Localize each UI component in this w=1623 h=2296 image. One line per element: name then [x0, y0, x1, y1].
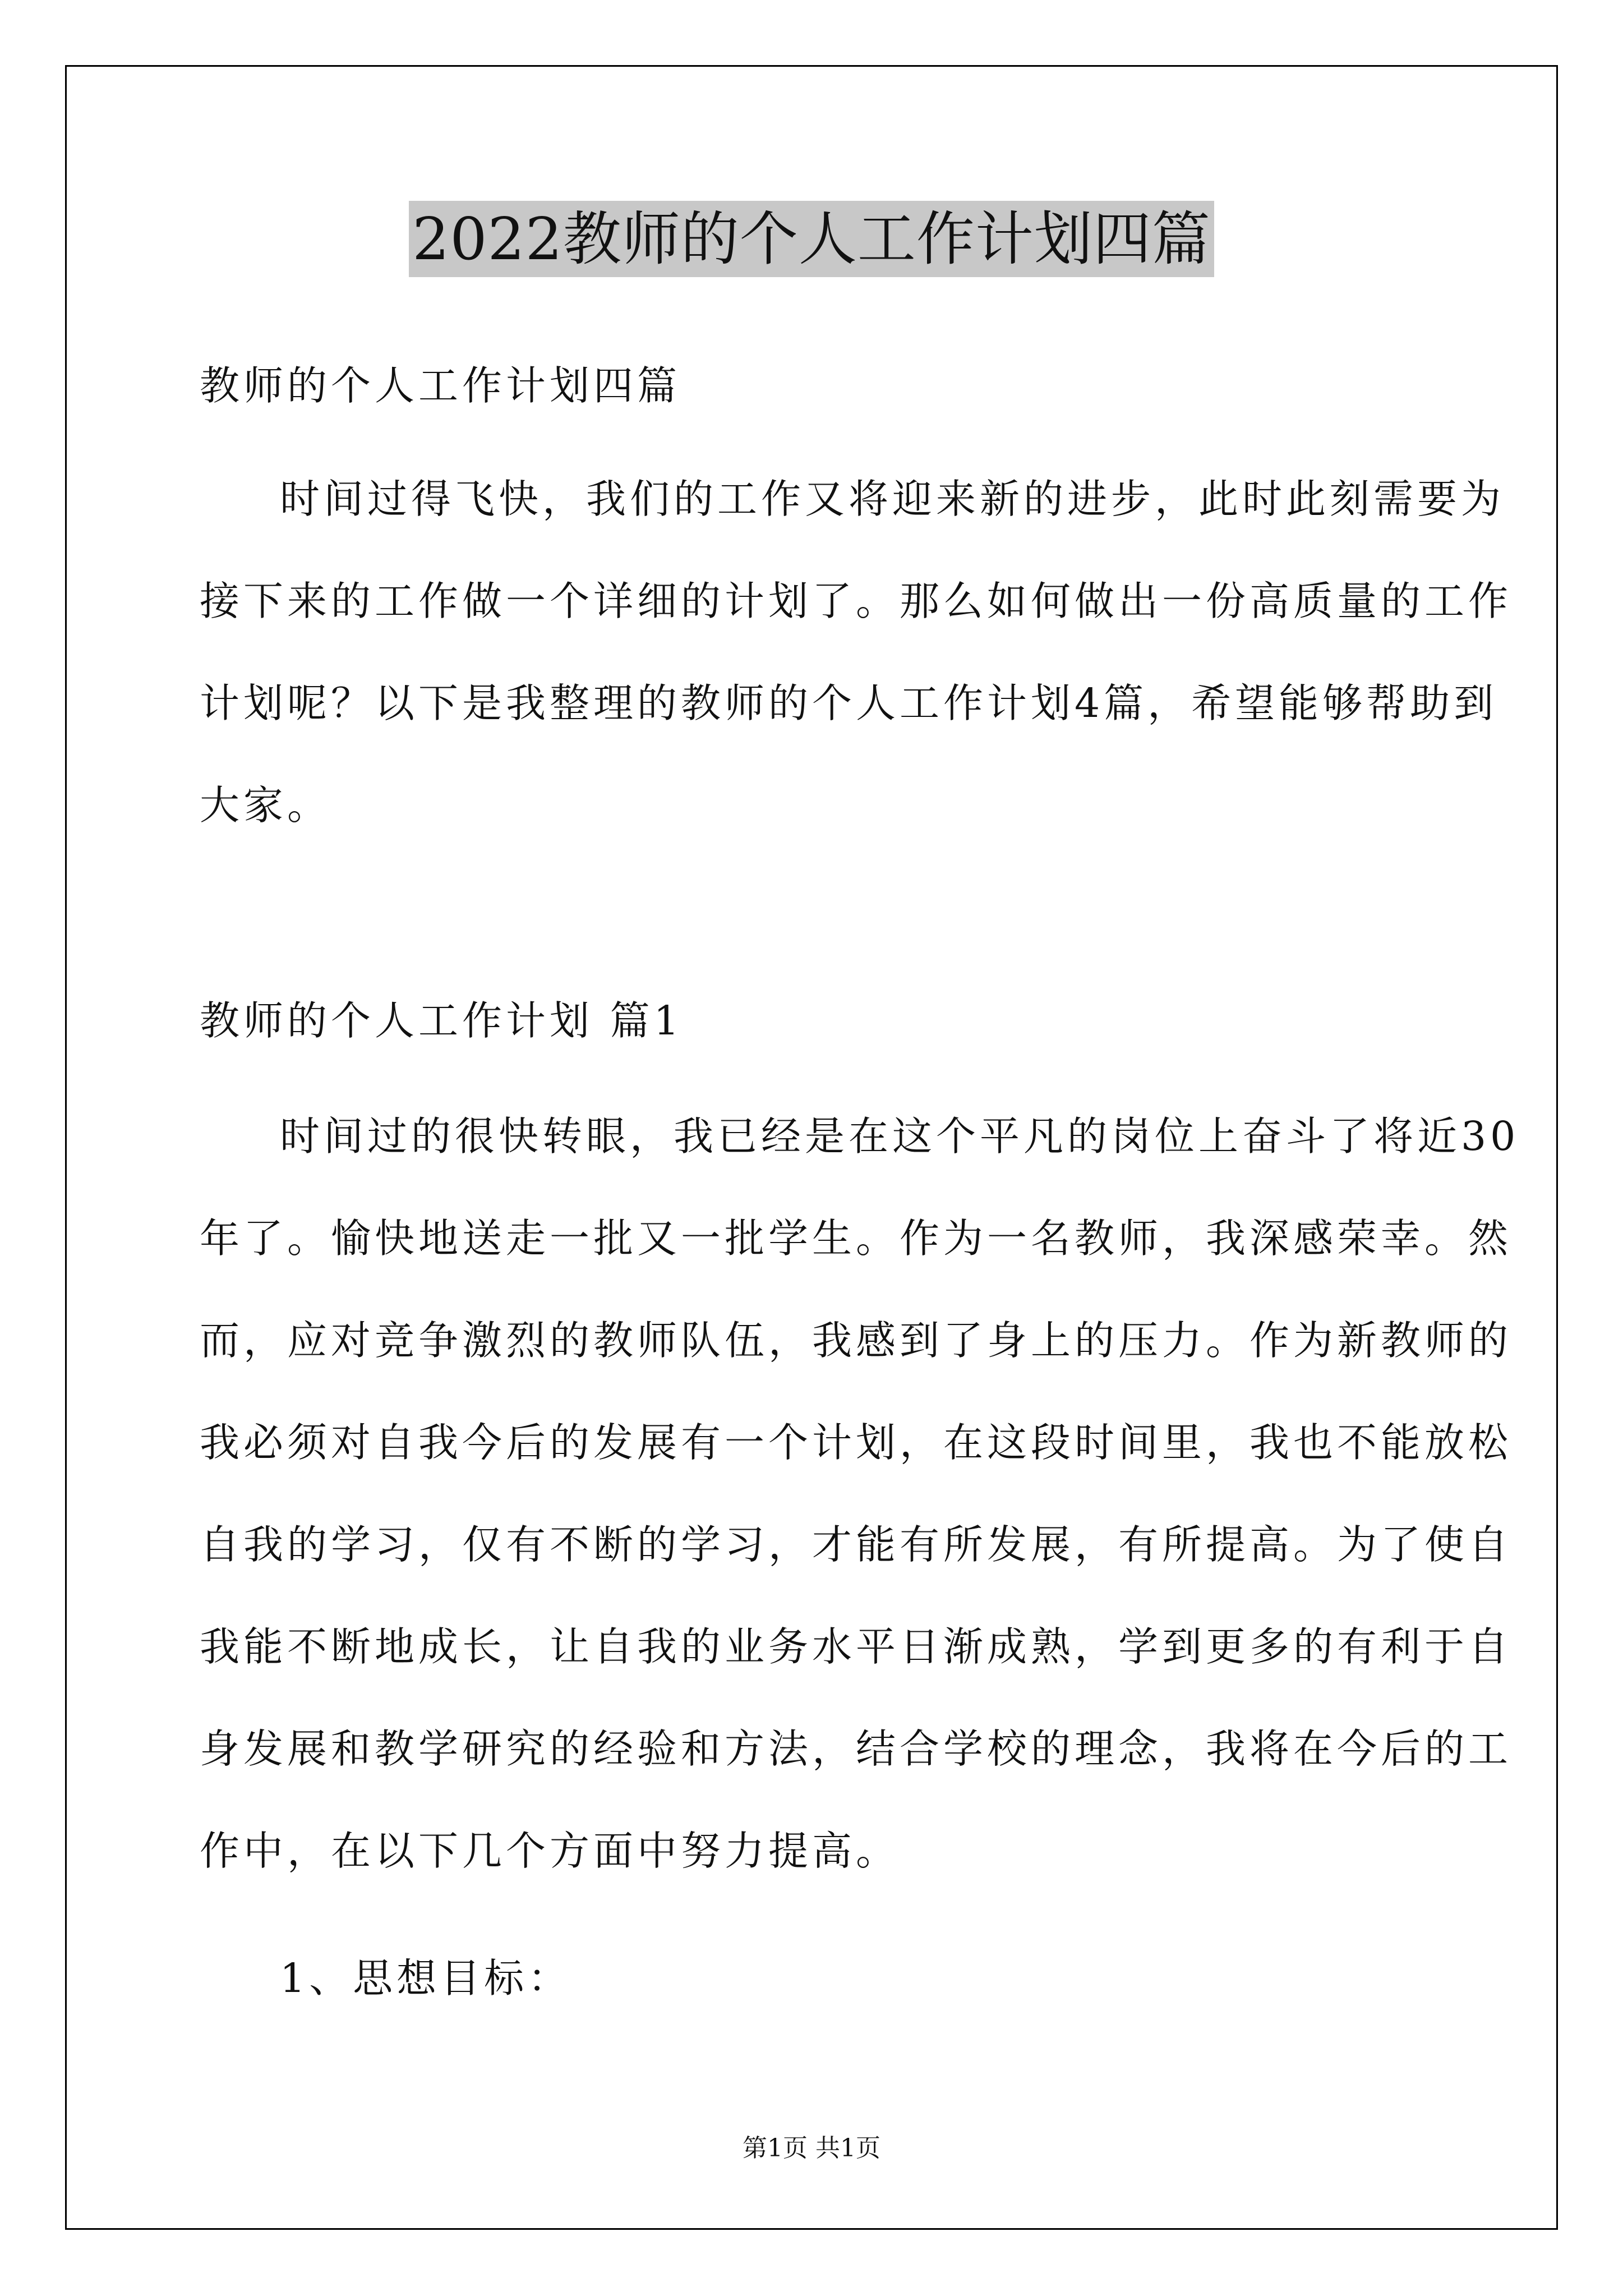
section-line: 身发展和教学研究的经验和方法，结合学校的理念，我将在今后的工 — [200, 1726, 1513, 1772]
section-line: 时间过的很快转眼，我已经是在这个平凡的岗位上奋斗了将近30 — [280, 1113, 1520, 1159]
item-paragraph — [200, 1927, 1433, 2030]
document-subtitle: 教师的个人工作计划四篇 — [200, 362, 681, 409]
intro-line: 接下来的工作做一个详细的计划了。那么如何做出一份高质量的工作 — [200, 578, 1513, 624]
title-container — [0, 201, 1623, 277]
intro-line: 时间过得飞快，我们的工作又将迎来新的进步，此时此刻需要为 — [280, 476, 1505, 522]
intro-line: 大家。 — [200, 782, 331, 829]
intro-line: 计划呢？以下是我整理的教师的个人工作计划4篇，希望能够帮助到 — [200, 680, 1498, 726]
page-footer: 第1页 共1页 — [743, 2134, 880, 2162]
document-title: 2022教师的个人工作计划四篇 — [409, 201, 1214, 277]
intro-paragraph — [200, 448, 1513, 857]
section-paragraph — [200, 1085, 1520, 1902]
section-line: 自我的学习，仅有不断的学习，才能有所发展，有所提高。为了使自 — [200, 1521, 1513, 1568]
section-heading: 教师的个人工作计划 篇1 — [200, 997, 683, 1044]
section-line: 我能不断地成长，让自我的业务水平日渐成熟，学到更多的有利于自 — [200, 1623, 1513, 1670]
section-line: 而，应对竞争激烈的教师队伍，我感到了身上的压力。作为新教师的 — [200, 1317, 1513, 1364]
section-line: 年了。愉快地送走一批又一批学生。作为一名教师，我深感荣幸。然 — [200, 1215, 1513, 1262]
section-line: 作中，在以下几个方面中努力提高。 — [200, 1828, 900, 1874]
section-line: 我必须对自我今后的发展有一个计划，在这段时间里，我也不能放松 — [200, 1419, 1513, 1466]
item-1-heading: 1、思想目标： — [280, 1955, 572, 2001]
